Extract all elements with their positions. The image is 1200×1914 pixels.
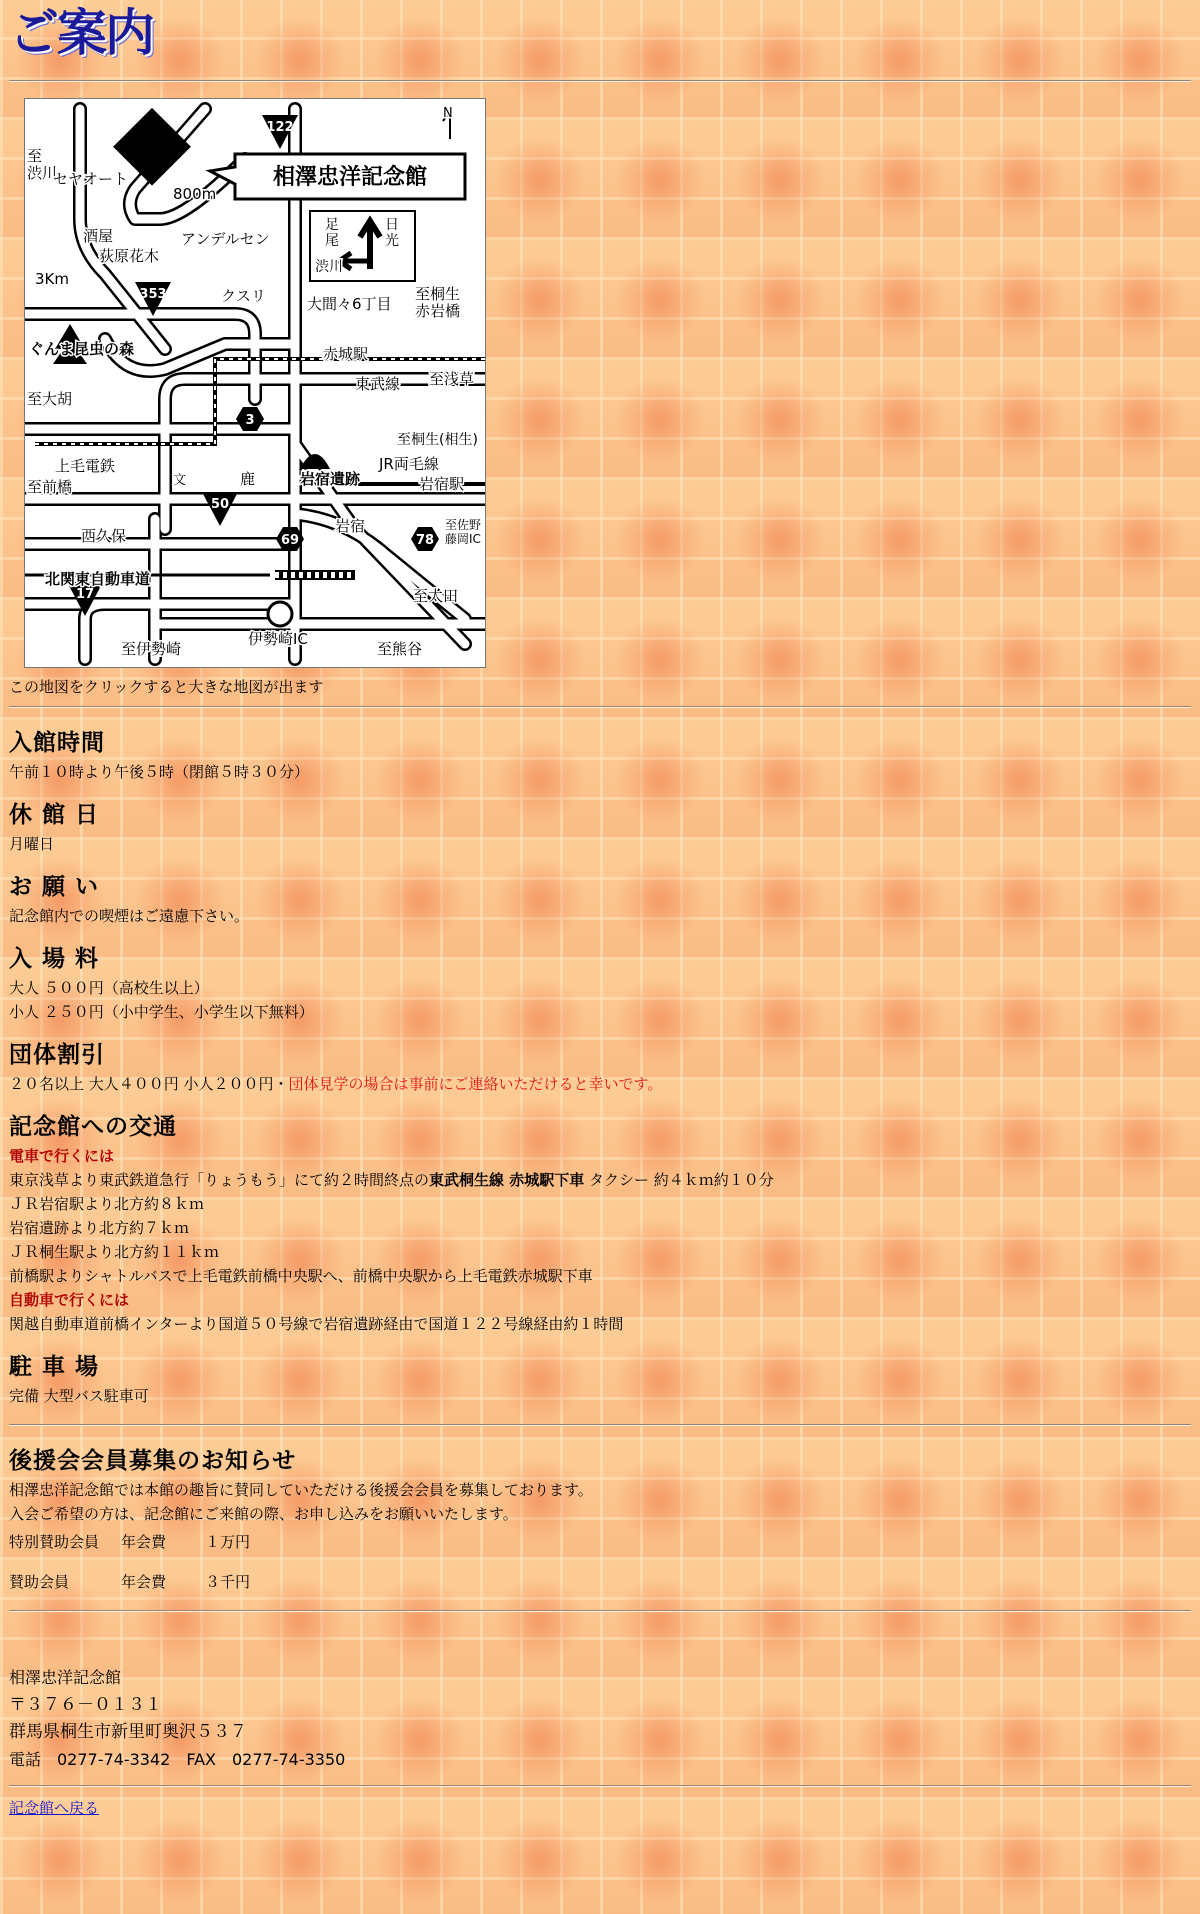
map-label-dist-800: 800m (173, 185, 217, 203)
route-number: 17 (75, 587, 95, 602)
footer-address: 群馬県桐生市新里町奥沢５３７ (9, 1722, 247, 1742)
member-fee-label: 年会費 (121, 1573, 167, 1591)
footer-postal: 〒３７６－０１３１ (9, 1695, 162, 1715)
map-label-isesaki-ic: 伊勢崎IC (248, 630, 308, 648)
support-heading: 後援会会員募集のお知らせ (9, 1448, 297, 1474)
map-label-shika: 鹿 (240, 470, 256, 488)
train-title: 電車で行くには (9, 1147, 115, 1165)
map-caption: この地図をクリックすると大きな地図が出ます (9, 678, 324, 696)
route-number: 3 (245, 413, 255, 428)
request-text: 記念館内での喫煙はご遠慮下さい。 (9, 907, 250, 925)
map-label-iwajuku: 岩宿 (335, 517, 366, 535)
page-title: ご案内 (9, 3, 153, 62)
map-label-to-ogo: 至大胡 (27, 390, 73, 408)
train-line-3: 岩宿遺跡より北方約７ｋｍ (9, 1219, 190, 1237)
back-link[interactable]: 記念館へ戻る (9, 1799, 100, 1817)
map-label-legend-nikko: 日光 (385, 217, 399, 249)
map-label-joumou: 上毛電鉄 (55, 457, 116, 475)
member-row (9, 1522, 1191, 1562)
map-label-sakaya: 酒屋 (83, 227, 114, 245)
access-map (25, 99, 485, 667)
map-label-to-asakusa: 至浅草 (429, 370, 475, 388)
train-line-4: ＪＲ桐生駅より北方約１１ｋｍ (9, 1243, 220, 1261)
map-label-to-ota: 至太田 (413, 587, 459, 605)
member-type: 賛助会員 (9, 1573, 70, 1591)
fee-child: 小人 ２５０円（小中学生、小学生以下無料） (9, 1003, 314, 1021)
map-museum-label: 相澤忠洋記念館 (272, 165, 428, 190)
map-label-kusuri: クスリ (221, 287, 266, 305)
member-row (9, 1562, 1191, 1602)
map-label-to-kiryu-akaiwa: 至桐生赤岩橋 (415, 285, 461, 320)
map-label-to-kumagaya: 至熊谷 (377, 640, 423, 658)
support-line-1: 相澤忠洋記念館では本館の趣旨に賛同していただける後援会会員を募集しております。 (9, 1481, 593, 1499)
group-note: 団体見学の場合は事前にご連絡いただけると幸いです。 (288, 1075, 663, 1093)
map-label-tobu: 東武線 (355, 375, 401, 393)
support-line-2: 入会ご希望の方は、記念館にご来館の際、お申し込みをお願いいたします。 (9, 1505, 518, 1523)
map-label-iwajuku-iseki: 岩宿遺跡 (300, 470, 361, 488)
map-label-iwajuku-eki: 岩宿駅 (419, 475, 465, 493)
map-label-to-sano: 至佐野藤岡IC (445, 518, 482, 546)
train-line-1-c: タクシー 約４ｋｍ約１０分 (584, 1171, 774, 1189)
fee-heading: 入 場 料 (9, 946, 100, 972)
map-label-legend-shibukawa: 渋川 (315, 259, 343, 275)
access-heading: 記念館への交通 (9, 1114, 177, 1140)
train-line-1 (9, 1168, 1191, 1192)
footer-phone: 電話 0277-74-3342 FAX 0277-74-3350 (9, 1750, 346, 1769)
train-line-1-a: 東京浅草より東武鉄道急行「りょうもう」にて約２時間終点の (9, 1171, 430, 1189)
train-line-5: 前橋駅よりシャトルバスで上毛電鉄前橋中央駅へ、前橋中央駅から上毛電鉄赤城駅下車 (9, 1267, 593, 1285)
request-heading: お 願 い (9, 874, 100, 900)
car-line-1: 関越自動車道前橋インターより国道５０号線で岩宿遺跡経由で国道１２２号線経由約１時間 (9, 1315, 624, 1333)
member-fee: １万円 (205, 1533, 251, 1551)
map-label-to-isesaki: 至伊勢崎 (121, 640, 182, 658)
fee-adult: 大人 ５００円（高校生以上） (9, 979, 209, 997)
group-heading: 団体割引 (9, 1042, 105, 1068)
map-label-to-maebashi: 至前橋 (27, 478, 73, 496)
parking-heading: 駐 車 場 (9, 1354, 100, 1380)
train-line-1-b: 東武桐生線 赤城駅下車 (429, 1171, 585, 1189)
hours-heading: 入館時間 (9, 730, 105, 756)
route-number: 353 (139, 287, 167, 302)
map-label-gunma-insect: ぐんま昆虫の森 (29, 340, 135, 358)
group-price: ２０名以上 大人４００円 小人２００円・ (9, 1075, 289, 1093)
map-label-anderusen: アンデルセン (181, 230, 270, 248)
map-label-akagi-eki: 赤城駅 (323, 345, 369, 363)
map-label-north: N (443, 106, 453, 121)
map-label-km3: 3Km (35, 270, 69, 288)
car-title: 自動車で行くには (9, 1291, 130, 1309)
map-label-nishikubo: 西久保 (81, 527, 127, 545)
map-label-jr-ryomo: JR両毛線 (379, 455, 439, 473)
map-label-bun: 文 (173, 473, 187, 488)
map-label-oomama: 大間々6丁目 (307, 295, 392, 313)
access-map-link[interactable] (24, 98, 486, 668)
footer-name: 相澤忠洋記念館 (9, 1668, 122, 1687)
route-number: 69 (280, 533, 300, 548)
map-label-ogiwara: 荻原花木 (99, 247, 160, 265)
route-number: 50 (210, 497, 230, 512)
closed-heading: 休 館 日 (9, 802, 100, 828)
member-fee: ３千円 (205, 1573, 251, 1591)
divider (9, 80, 1191, 82)
route-number: 122 (266, 120, 294, 135)
page (0, 2, 1200, 1818)
member-type: 特別賛助会員 (9, 1533, 100, 1551)
map-label-kitakanto: 北関東自動車道 (45, 570, 151, 588)
train-line-2: ＪＲ岩宿駅より北方約８ｋｍ (9, 1195, 205, 1213)
map-label-seyaoto: セヤオート (53, 170, 129, 188)
map-label-to-kiryu-aioi: 至桐生(相生) (397, 432, 478, 448)
closed-text: 月曜日 (9, 835, 55, 853)
hours-text: 午前１０時より午後５時（閉館５時３０分） (9, 763, 310, 781)
parking-text: 完備 大型バス駐車可 (9, 1387, 149, 1405)
map-label-legend-ashio: 足尾 (325, 217, 339, 249)
map-label-to-shibukawa: 至渋川 (27, 147, 58, 182)
member-fee-label: 年会費 (121, 1533, 167, 1551)
route-number: 78 (415, 533, 435, 548)
group-text (9, 1072, 1191, 1096)
